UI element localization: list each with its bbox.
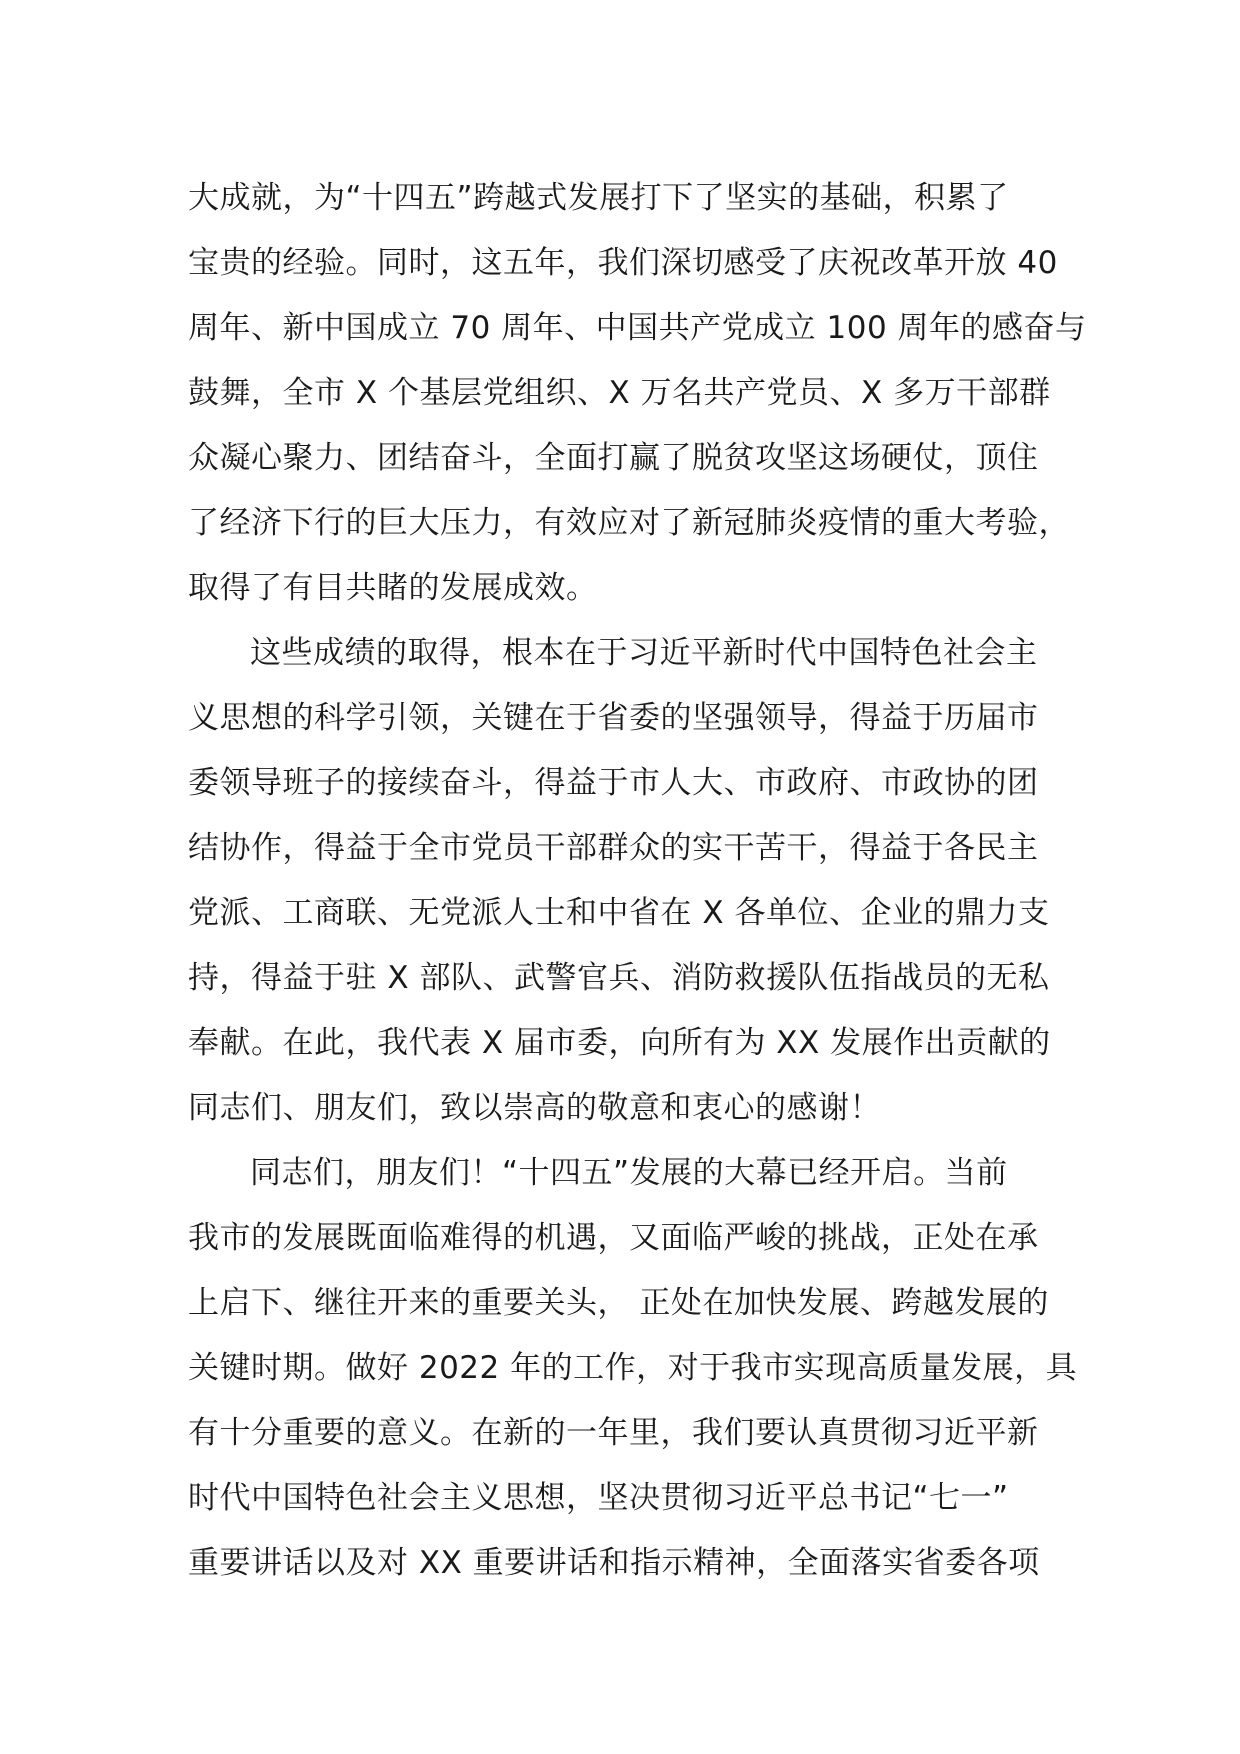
text-line: 重要讲话以及对 XX 重要讲话和指示精神，全面落实省委各项 <box>188 1545 1040 1581</box>
text-line: 奉献。在此，我代表 X 届市委，向所有为 XX 发展作出贡献的 <box>188 1025 1051 1061</box>
paragraph-2 <box>188 621 1088 1141</box>
text-line: 同志们，朋友们！“十四五”发展的大幕已经开启。当前 <box>250 1155 1008 1191</box>
paragraph-3 <box>188 1141 1088 1596</box>
text-line: 同志们、朋友们，致以崇高的敬意和衷心的感谢！ <box>188 1090 881 1126</box>
text-line: 大成就，为“十四五”跨越式发展打下了坚实的基础，积累了 <box>188 180 1009 216</box>
text-line: 鼓舞，全市 X 个基层党组织、X 万名共产党员、X 多万干部群 <box>188 375 1051 411</box>
text-line: 周年、新中国成立 70 周年、中国共产党成立 100 周年的感奋与 <box>188 310 1087 346</box>
body-text <box>188 166 1088 1596</box>
paragraph-1 <box>188 166 1088 621</box>
text-line: 众凝心聚力、团结奋斗，全面打赢了脱贫攻坚这场硬仗，顶住 <box>188 440 1039 476</box>
text-line: 义思想的科学引领，关键在于省委的坚强领导，得益于历届市 <box>188 700 1039 736</box>
text-line: 持，得益于驻 X 部队、武警官兵、消防救援队伍指战员的无私 <box>188 960 1050 996</box>
text-line: 党派、工商联、无党派人士和中省在 X 各单位、企业的鼎力支 <box>188 895 1050 931</box>
text-line: 了经济下行的巨大压力，有效应对了新冠肺炎疫情的重大考验， <box>188 505 1070 541</box>
text-line: 这些成绩的取得，根本在于习近平新时代中国特色社会主 <box>250 635 1038 671</box>
text-line: 关键时期。做好 2022 年的工作，对于我市实现高质量发展，具 <box>188 1350 1078 1386</box>
text-line: 宝贵的经验。同时，这五年，我们深切感受了庆祝改革开放 40 <box>188 245 1058 281</box>
text-line: 时代中国特色社会主义思想，坚决贯彻习近平总书记“七一” <box>188 1480 1009 1516</box>
text-line: 取得了有目共睹的发展成效。 <box>188 570 598 606</box>
text-line: 结协作，得益于全市党员干部群众的实干苦干，得益于各民主 <box>188 830 1039 866</box>
text-line: 我市的发展既面临难得的机遇，又面临严峻的挑战，正处在承 <box>188 1220 1039 1256</box>
text-line: 有十分重要的意义。在新的一年里，我们要认真贯彻习近平新 <box>188 1415 1039 1451</box>
text-line: 上启下、继往开来的重要关头， 正处在加快发展、跨越发展的 <box>188 1285 1049 1321</box>
text-line: 委领导班子的接续奋斗，得益于市人大、市政府、市政协的团 <box>188 765 1039 801</box>
